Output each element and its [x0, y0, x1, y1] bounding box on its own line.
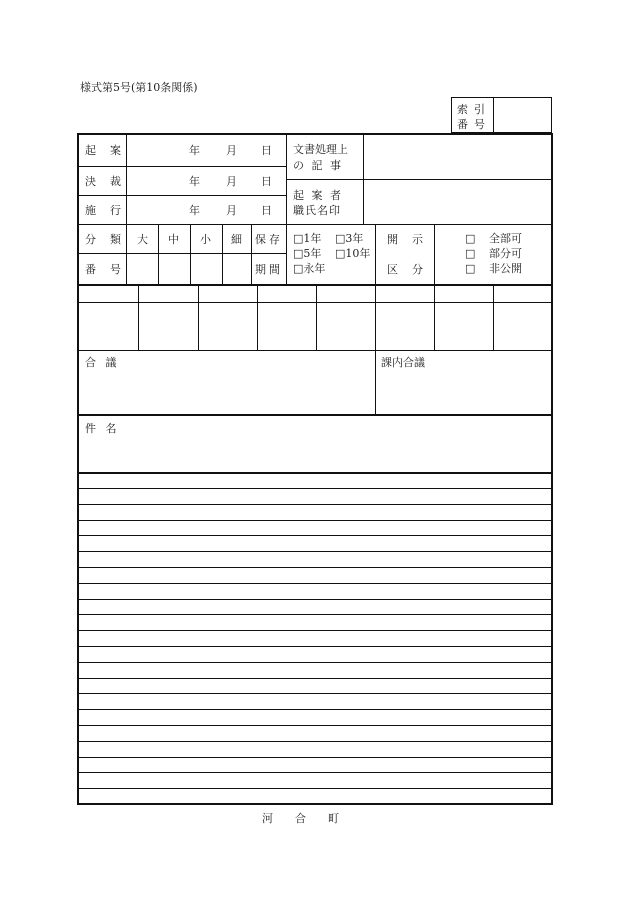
- disclosure-full-label: 全部可: [489, 232, 522, 245]
- bango-label: 番号: [85, 263, 135, 276]
- kessai-year-label: 年: [189, 175, 200, 188]
- hozon-label: 保存: [255, 233, 283, 246]
- kenmei-label: 件 名: [85, 422, 120, 435]
- shiko-day-label: 日: [261, 204, 272, 217]
- retention-10year-checkbox[interactable]: □10年: [335, 247, 371, 260]
- index-number-field[interactable]: [494, 98, 551, 132]
- shiko-month-label: 月: [226, 204, 237, 217]
- bunrui-label: 分類: [85, 233, 135, 246]
- retention-3year-checkbox[interactable]: □3年: [335, 232, 364, 245]
- bunsho-label-line2: の 記 事: [293, 159, 343, 172]
- form-title: 様式第5号(第10条関係): [80, 81, 198, 94]
- disclosure-none-checkbox[interactable]: □: [465, 262, 476, 275]
- kiansha-label-line2: 職氏名印: [293, 204, 341, 217]
- shiko-year-label: 年: [189, 204, 200, 217]
- kiansha-label-line1: 起 案 者: [293, 189, 343, 202]
- kian-month-label: 月: [226, 144, 237, 157]
- retention-1year-checkbox[interactable]: □1年: [293, 232, 322, 245]
- document-form: [77, 133, 553, 805]
- kubun-label: 区分: [387, 263, 437, 276]
- kian-day-label: 日: [261, 144, 272, 157]
- kessai-day-label: 日: [261, 175, 272, 188]
- kian-year-label: 年: [189, 144, 200, 157]
- index-number-box: [451, 97, 552, 133]
- retention-permanent-checkbox[interactable]: □永年: [293, 262, 326, 275]
- class-dai-label: 大: [137, 233, 148, 246]
- disclosure-partial-label: 部分可: [489, 247, 522, 260]
- class-chu-label: 中: [168, 233, 179, 246]
- kian-label: 起案: [85, 144, 135, 157]
- kessai-label: 決裁: [85, 175, 135, 188]
- retention-5year-checkbox[interactable]: □5年: [293, 247, 322, 260]
- class-sai-label: 細: [231, 233, 242, 246]
- town-name: 河 合 町: [262, 812, 339, 825]
- kikan-label: 期間: [255, 263, 283, 276]
- disclosure-none-label: 非公開: [489, 262, 522, 275]
- disclosure-partial-checkbox[interactable]: □: [465, 247, 476, 260]
- gogi-label: 合 議: [85, 356, 120, 369]
- kessai-month-label: 月: [226, 175, 237, 188]
- disclosure-full-checkbox[interactable]: □: [465, 232, 476, 245]
- class-sho-label: 小: [200, 233, 211, 246]
- shiko-label: 施行: [85, 204, 135, 217]
- kaiji-label: 開示: [387, 233, 437, 246]
- bunsho-label-line1: 文書処理上: [293, 143, 348, 156]
- index-label-line1: 索引: [457, 103, 491, 116]
- kanai-gogi-label: 課内合議: [381, 356, 425, 369]
- index-label-line2: 番号: [457, 118, 491, 131]
